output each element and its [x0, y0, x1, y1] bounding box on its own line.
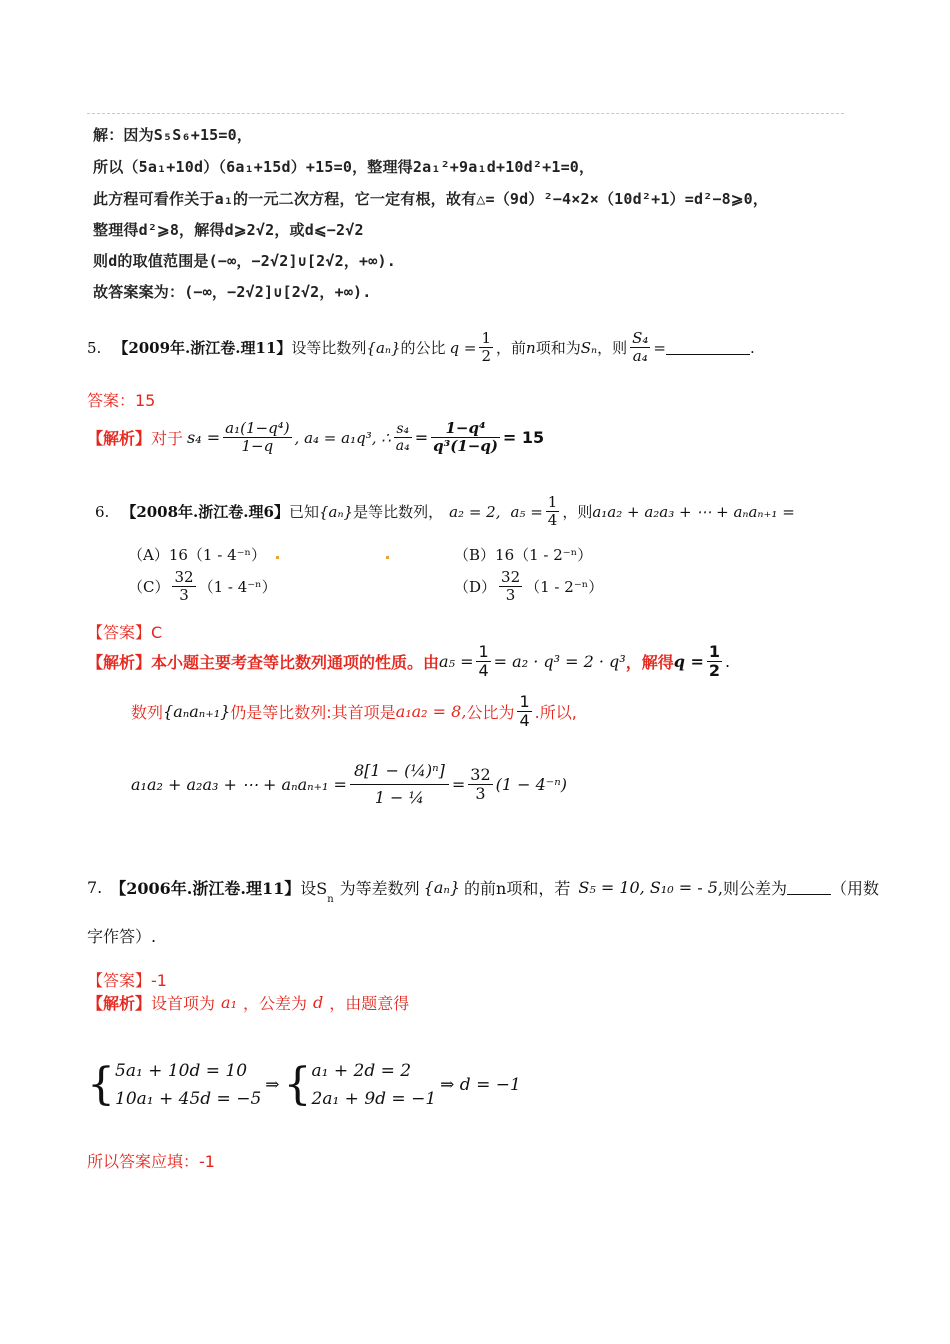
q6-analysis — [87, 643, 730, 681]
q5-frac-2-den: a₄ — [395, 438, 410, 455]
left-brace-icon: { — [87, 1059, 115, 1110]
q6-line3-lhs: a₁a₂ + a₂a₃ + ⋯ + aₙaₙ₊₁ = — [131, 775, 347, 795]
q6-a5-expr-den: 4 — [478, 661, 489, 681]
q5-frac-3-den: q³(1−q) — [433, 437, 498, 456]
q7-condition: S₅ = 10, S₁₀ = - 5 — [578, 878, 718, 897]
q6-option-c-tail: （1 - 4⁻ⁿ） — [198, 578, 277, 597]
q6-line2-num: 1 — [519, 692, 530, 711]
q7-analysis-a: 设首项为 — [151, 994, 216, 1013]
q7-arrow-2: ⇒ d = −1 — [440, 1075, 521, 1095]
q6-analysis-b: ，解得 — [625, 653, 674, 673]
q7-equation-system — [87, 1057, 521, 1113]
q6-stem-b: 是等比数列， — [353, 503, 444, 522]
q7-analysis-c: ，由题意得 — [329, 994, 410, 1013]
solution-line-4: 整理得d²⩾8，解得d⩾2√2，或d⩽−2√2 — [93, 221, 364, 239]
q7-a1: a₁ — [221, 993, 237, 1012]
q7-sequence: {aₙ} — [423, 878, 461, 897]
q5-analysis — [87, 420, 544, 456]
q7-system-1 — [115, 1057, 261, 1113]
q5-frac-2-num: s₄ — [394, 421, 412, 438]
q5-frac-1 — [223, 420, 291, 456]
q6-stem-a: 已知 — [288, 503, 319, 522]
q6-option-c-label: （C） — [128, 578, 170, 597]
q6-option-c — [128, 569, 277, 605]
q7-stem-d: ,则公差为 — [717, 879, 787, 898]
q5-eq2: = — [414, 428, 429, 448]
q6-a2: a₂ = 2, — [449, 502, 501, 521]
q5-frac-3-num: 1−q⁴ — [431, 420, 500, 438]
q5-result: = 15 — [502, 428, 545, 448]
q5-answer: 答案：15 — [87, 391, 156, 410]
q6-a5-expr2: = a₂ · q³ = 2 · q³ — [493, 652, 626, 672]
q6-line3-result-den: 3 — [475, 784, 486, 804]
q5-frac-1-num: a₁(1−q⁴) — [225, 419, 290, 437]
q6-q-den: 2 — [708, 661, 721, 681]
q7-sys1-eq-b: 10a₁ + 45d = −5 — [115, 1089, 262, 1109]
decorative-dot — [276, 556, 279, 559]
q6-answer: 【答案】C — [87, 623, 163, 642]
q7-source: 【2006年.浙江卷.理11】 — [110, 879, 301, 898]
top-dashed-divider — [87, 113, 844, 114]
q7-sys2-eq-a: a₁ + 2d = 2 — [311, 1061, 412, 1081]
q6-analysis-line-3 — [131, 756, 567, 814]
solution-line-5: 则d的取值范围是(−∞，−2√2]∪[2√2，+∞). — [93, 252, 396, 270]
q7-system-2 — [312, 1057, 437, 1113]
q5-n: n — [526, 338, 536, 357]
q6-option-d-tail: （1 - 2⁻ⁿ） — [525, 578, 604, 597]
q5-stem-d: 项和为 — [535, 339, 581, 358]
q7-stem-b: 为等差数列 — [339, 879, 420, 898]
q6-option-a: （A）16（1 - 4⁻ⁿ） — [128, 546, 267, 564]
q7-final: 所以答案应填：-1 — [87, 1152, 215, 1171]
q6-line2-den: 4 — [519, 711, 530, 731]
q7-analysis-b: ，公差为 — [242, 994, 307, 1013]
q6-line2-fraction — [517, 693, 531, 731]
q7-d: d — [313, 993, 324, 1012]
q6-option-d-num: 32 — [501, 568, 521, 586]
q5-stem-e: ，则 — [597, 339, 628, 358]
q5-frac-3 — [431, 420, 500, 456]
q5-number: 5. — [87, 338, 102, 357]
q5-ratio-fraction — [479, 330, 493, 366]
q6-analysis-line-2 — [131, 693, 577, 731]
q5-stem-a: 设等比数列 — [291, 339, 367, 358]
q7-stem-a: 设S — [300, 879, 328, 898]
q7-stem-c: 的前n项和，若 — [464, 879, 571, 898]
q6-q-fraction — [707, 643, 722, 681]
solution-line-3: 此方程可看作关于a₁的一元二次方程，它一定有根，故有△=（9d）²−4×2×（10d²+1）=d²−8⩾0， — [93, 190, 769, 208]
q6-line2-d: 公比为 — [466, 703, 515, 723]
q7-arrow-1: ⇒ — [265, 1075, 280, 1095]
q6-a5: a₅ = — [510, 502, 543, 521]
q5-source: 【2009年.浙江卷.理11】 — [113, 339, 292, 358]
solution-line-2: 所以（5a₁+10d）（6a₁+15d）+15=0，整理得2a₁²+9a₁d+10d²+1=0， — [93, 158, 595, 176]
q6-line3-den: 1 − ¼ — [374, 788, 425, 808]
q5-end: . — [749, 338, 755, 357]
q5-stem-b: 的公比 — [400, 339, 446, 358]
q6-line3-fraction — [350, 756, 449, 814]
q5-analysis-a: 对于 — [151, 429, 184, 449]
q5-ratio-num: 1 — [481, 329, 492, 347]
q6-line2-a: 数列 — [131, 703, 164, 723]
q7-analysis — [87, 991, 409, 1014]
solution-line-6: 故答案案为：(−∞，−2√2]∪[2√2，+∞). — [93, 283, 372, 301]
q5-stem-c: ，前 — [496, 339, 527, 358]
q6-option-d-fraction — [499, 569, 522, 605]
q6-sum: a₁a₂ + a₂a₃ + ⋯ + aₙaₙ₊₁ = — [592, 502, 795, 521]
q7-answer: 【答案】-1 — [87, 971, 167, 990]
q6-option-c-num: 32 — [174, 568, 194, 586]
solution-line-1: 解：因为S₅S₆+15=0， — [93, 126, 253, 144]
q6-option-b: （B）16（1 - 2⁻ⁿ） — [454, 546, 593, 564]
q5-target-fraction — [630, 330, 650, 366]
q6-line2-e: .所以, — [534, 703, 577, 723]
q5-answer-blank — [666, 340, 750, 355]
q6-line3-num: 8[1 − (¼)ⁿ] — [350, 756, 449, 785]
q7-sys1-eq-a: 5a₁ + 10d = 10 — [115, 1061, 248, 1081]
q6-stem-c: ，则 — [562, 503, 593, 522]
q6-a5-den: 4 — [547, 511, 558, 530]
q7-stem-e: （用数 — [830, 879, 879, 898]
left-brace-icon: { — [283, 1059, 312, 1110]
q5-ratio-den: 2 — [481, 347, 492, 366]
question-5 — [87, 330, 755, 366]
q6-sequence: {aₙ} — [318, 502, 354, 521]
q6-line2-seq: {aₙaₙ₊₁} — [163, 702, 231, 722]
q5-target-num: S₄ — [632, 329, 649, 347]
q6-line3-eq: = — [451, 775, 466, 795]
q5-ratio: q = — [449, 338, 477, 357]
q6-option-d — [454, 569, 603, 605]
q6-a5-expr-fraction — [476, 643, 490, 681]
q6-q-result: q = — [673, 652, 704, 672]
q6-option-c-fraction — [172, 569, 195, 605]
q5-eq: = — [653, 338, 666, 357]
q6-option-d-label: （D） — [454, 578, 497, 597]
q6-number: 6. — [95, 502, 110, 521]
question-7 — [87, 876, 879, 905]
q6-line3-tail: (1 − 4⁻ⁿ) — [495, 775, 567, 795]
q7-answer-blank — [787, 880, 831, 895]
q6-line3-result-fraction — [468, 766, 492, 804]
q6-line2-b: 仍是等比数列:其首项是 — [230, 703, 396, 723]
q5-s4: s₄ = — [187, 428, 221, 448]
q6-analysis-label: 【解析】 — [87, 653, 152, 673]
q7-analysis-label: 【解析】 — [87, 994, 152, 1013]
q6-a5-expr-num: 1 — [478, 642, 489, 661]
q5-analysis-label: 【解析】 — [87, 429, 152, 449]
q5-frac-2 — [394, 421, 412, 454]
q5-sequence: {aₙ} — [366, 338, 401, 357]
q5-target-den: a₄ — [632, 347, 648, 366]
q6-analysis-a: 本小题主要考查等比数列通项的性质。由 — [151, 653, 440, 673]
q6-a5-num: 1 — [547, 493, 558, 511]
q6-source: 【2008年.浙江卷.理6】 — [121, 503, 289, 522]
q5-sn: Sₙ — [580, 338, 598, 357]
q7-stem-line-2: 字作答）. — [87, 927, 157, 946]
q5-analysis-b: , a₄ = a₁q³, ∴ — [294, 428, 391, 447]
q7-stem-n: n — [327, 894, 334, 905]
question-6 — [95, 494, 795, 530]
q5-frac-1-den: 1−q — [241, 437, 274, 456]
q6-option-d-den: 3 — [505, 586, 516, 605]
q7-number: 7. — [87, 878, 103, 897]
q7-sys2-eq-b: 2a₁ + 9d = −1 — [311, 1089, 437, 1109]
q6-option-c-den: 3 — [179, 586, 189, 605]
q6-line3-result-num: 32 — [470, 765, 491, 784]
q6-line2-c: a₁a₂ = 8, — [395, 702, 467, 722]
q6-end: . — [725, 652, 731, 672]
q6-q-num: 1 — [708, 642, 721, 661]
q6-a5-expr: a₅ = — [439, 652, 474, 672]
q6-a5-fraction — [546, 494, 560, 530]
decorative-dot — [386, 556, 389, 559]
